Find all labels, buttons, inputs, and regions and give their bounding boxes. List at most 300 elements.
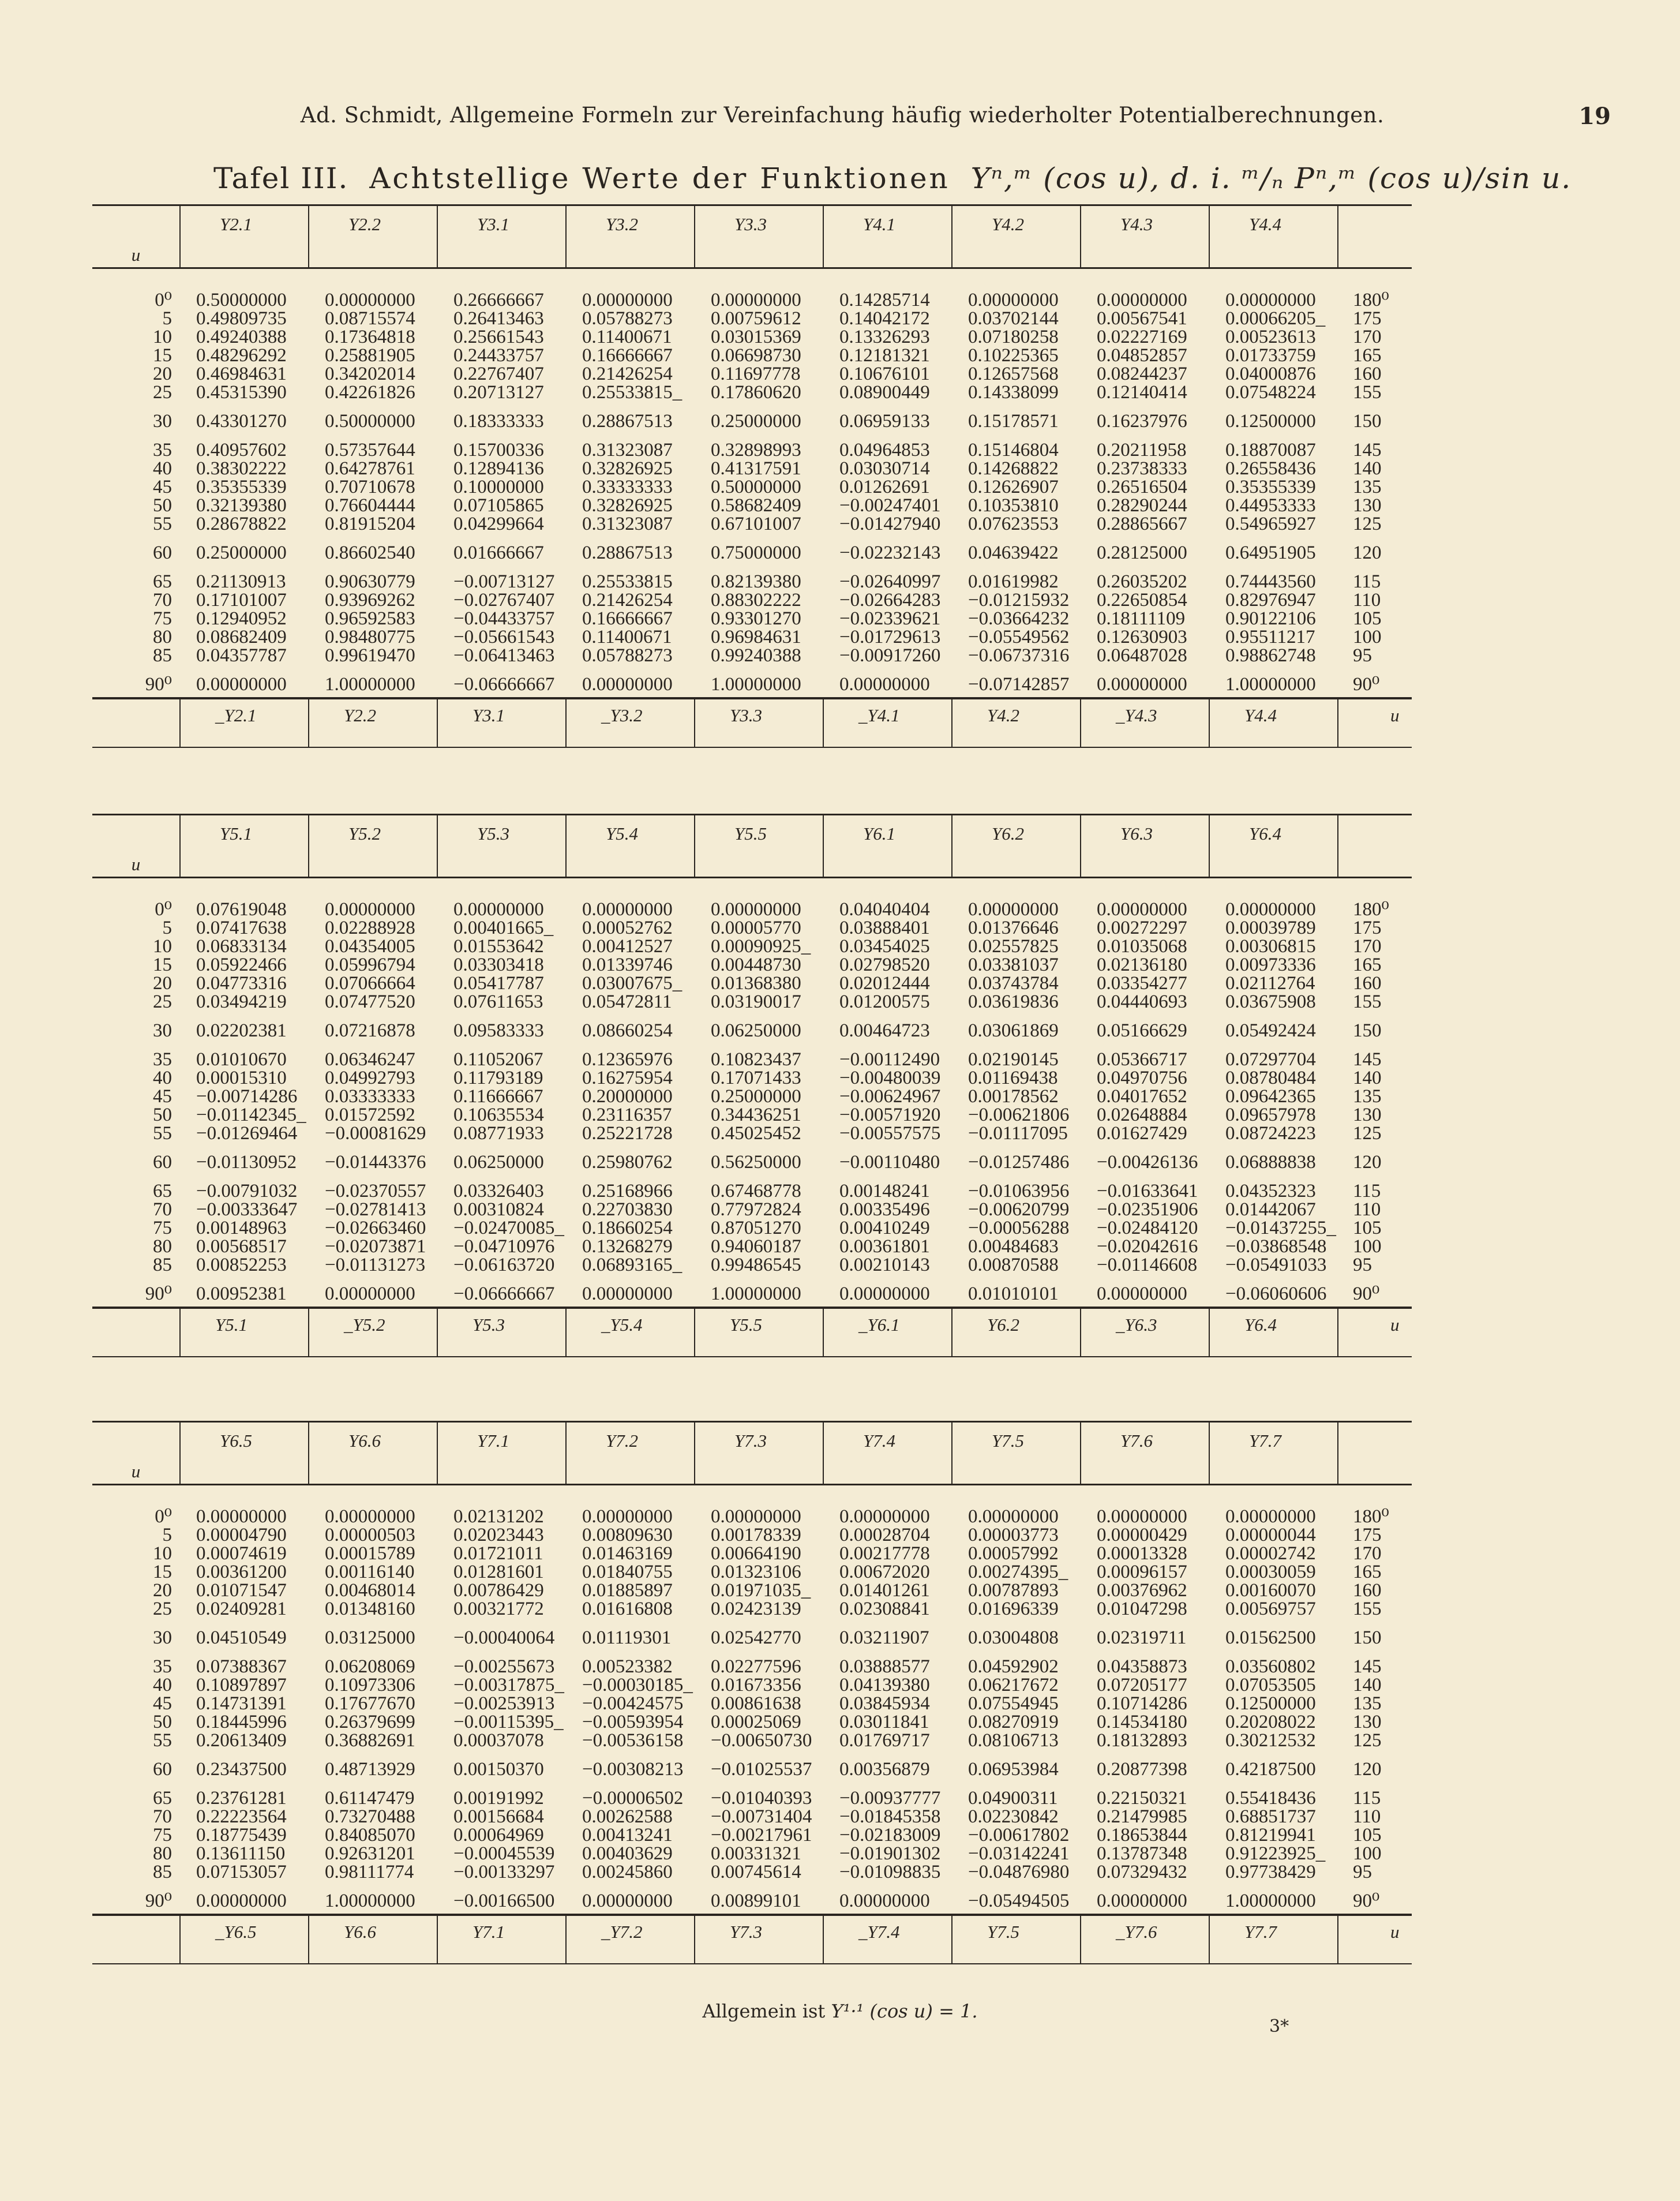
complement-angle-cell: 95 — [1353, 1254, 1372, 1275]
value-cell: 0.49240388 — [196, 326, 287, 347]
value-cell: 0.00000000 — [582, 289, 673, 310]
value-cell: 0.00870588 — [968, 1254, 1059, 1275]
column-header: Y6.6 — [309, 1422, 437, 1485]
angle-cell: 30 — [153, 1627, 172, 1648]
value-cell: 0.00210143 — [839, 1254, 930, 1275]
complement-angle-cell: 150 — [1353, 1627, 1382, 1648]
value-cell: 0.02557825 — [968, 935, 1059, 957]
value-cell: −0.03868548 — [1225, 1236, 1327, 1257]
complement-angle-cell: 165 — [1353, 345, 1382, 366]
value-cell: −0.00133297 — [453, 1861, 555, 1882]
column-footer: Y2.2 — [309, 698, 437, 747]
value-cell: −0.01215932 — [968, 589, 1070, 611]
column-header: Y5.4 — [566, 815, 695, 878]
column-header: Y4.2 — [952, 205, 1081, 268]
table-row — [92, 1237, 1412, 1256]
value-cell: 0.26413463 — [453, 308, 544, 329]
column-header: Y6.1 — [823, 815, 952, 878]
value-cell: 0.00567541 — [1097, 308, 1187, 329]
value-cell: 0.01616808 — [582, 1598, 673, 1619]
angle-cell: 10 — [153, 935, 172, 957]
complement-angle-cell: 100 — [1353, 1236, 1382, 1257]
complement-angle-cell: 110 — [1353, 1806, 1381, 1827]
value-cell: −0.05661543 — [453, 626, 555, 647]
table-row — [92, 1087, 1412, 1106]
value-cell: 0.75000000 — [711, 542, 801, 563]
value-cell: 0.28125000 — [1097, 542, 1187, 563]
column-header: Y6.2 — [952, 815, 1081, 878]
complement-angle-cell: 120 — [1353, 1758, 1382, 1780]
value-cell: −0.04433757 — [453, 608, 555, 629]
table-row — [92, 1713, 1412, 1731]
table-row — [92, 628, 1412, 646]
value-cell: 0.03211907 — [839, 1627, 929, 1648]
value-cell: −0.03142241 — [968, 1843, 1070, 1864]
value-cell: 0.04440693 — [1097, 991, 1187, 1012]
value-cell: 0.10353810 — [968, 495, 1059, 516]
value-cell: 0.08780484 — [1225, 1067, 1316, 1088]
complement-angle-cell: 115 — [1353, 1787, 1381, 1809]
value-cell: −0.06666667 — [453, 1283, 555, 1304]
value-cell: 0.91223925_ — [1225, 1843, 1326, 1864]
value-cell: 0.00000044 — [1225, 1524, 1316, 1545]
value-cell: 0.00000000 — [1225, 899, 1316, 920]
value-cell: 0.01119301 — [582, 1627, 672, 1648]
column-footer: Y7.1 — [437, 1915, 566, 1964]
value-cell: 0.01562500 — [1225, 1627, 1316, 1648]
complement-angle-cell: 135 — [1353, 476, 1382, 497]
value-cell: 0.00568517 — [196, 1236, 287, 1257]
value-cell: 0.14042172 — [839, 308, 930, 329]
table-block-2 — [92, 814, 1400, 1357]
angle-cell: 70 — [153, 589, 172, 611]
value-cell: −0.02351906 — [1097, 1199, 1198, 1220]
value-cell: 0.90630779 — [325, 571, 415, 592]
complement-angle-cell: 90⁰ — [1353, 1890, 1380, 1911]
angle-cell: 40 — [153, 458, 172, 479]
complement-angle-cell: 95 — [1353, 1861, 1372, 1882]
value-cell: 0.01619982 — [968, 571, 1059, 592]
value-cell: 0.23761281 — [196, 1787, 287, 1809]
value-cell: 0.00025069 — [711, 1711, 801, 1732]
value-cell: 0.03011841 — [839, 1711, 929, 1732]
value-cell: 0.13611150 — [196, 1843, 286, 1864]
value-cell: 0.00852253 — [196, 1254, 287, 1275]
value-cell: 0.00000000 — [582, 1890, 673, 1911]
value-cell: 0.00401665_ — [453, 917, 554, 938]
value-cell: 0.35355339 — [196, 476, 287, 497]
value-cell: −0.00937777 — [839, 1787, 941, 1809]
value-cell: 0.00569757 — [1225, 1598, 1316, 1619]
value-cell: 0.36882691 — [325, 1730, 415, 1751]
value-cell: 0.25881905 — [325, 345, 415, 366]
value-cell: 0.00809630 — [582, 1524, 673, 1545]
value-cell: 0.04017652 — [1097, 1085, 1187, 1107]
value-cell: 0.48296292 — [196, 345, 287, 366]
value-cell: 0.40957602 — [196, 439, 287, 461]
value-cell: 0.04592902 — [968, 1656, 1059, 1677]
value-cell: −0.06666667 — [453, 673, 555, 695]
value-cell: 0.00000000 — [968, 289, 1059, 310]
value-cell: 0.04357787 — [196, 645, 287, 666]
value-cell: 0.00066205_ — [1225, 308, 1326, 329]
angle-cell: 10 — [153, 1543, 172, 1564]
complement-angle-cell: 130 — [1353, 1104, 1382, 1125]
value-cell: −0.02073871 — [325, 1236, 426, 1257]
value-cell: 0.00015310 — [196, 1067, 287, 1088]
value-cell: 0.00148963 — [196, 1217, 287, 1238]
value-cell: 0.00090925_ — [711, 935, 811, 957]
angle-cell: 70 — [153, 1806, 172, 1827]
complement-angle-cell: 90⁰ — [1353, 673, 1380, 695]
value-cell: 0.00002742 — [1225, 1543, 1316, 1564]
table-row — [92, 1563, 1412, 1581]
value-cell: 0.50000000 — [711, 476, 801, 497]
value-cell: 0.21426254 — [582, 589, 673, 611]
angle-cell: 60 — [153, 542, 172, 563]
value-cell: 0.08106713 — [968, 1730, 1059, 1751]
angle-cell: 20 — [153, 972, 172, 994]
value-cell: 0.00000000 — [325, 1506, 415, 1527]
value-cell: 0.02648884 — [1097, 1104, 1187, 1125]
table-row — [92, 591, 1412, 609]
value-cell: 0.00178562 — [968, 1085, 1059, 1107]
value-cell: 0.00000000 — [968, 1506, 1059, 1527]
column-footer: _Y6.1 — [823, 1308, 952, 1357]
header-row — [92, 1422, 1412, 1485]
running-header — [87, 103, 1598, 128]
value-cell: 0.16275954 — [582, 1067, 673, 1088]
column-header: Y7.5 — [952, 1422, 1081, 1485]
value-cell: 0.02012444 — [839, 972, 930, 994]
column-header: Y7.1 — [437, 1422, 566, 1485]
value-cell: 0.00000000 — [1097, 1283, 1187, 1304]
angle-cell: 60 — [153, 1758, 172, 1780]
complement-angle-cell: 175 — [1353, 1524, 1382, 1545]
value-cell: −0.00056288 — [968, 1217, 1070, 1238]
value-cell: 0.21479985 — [1097, 1806, 1187, 1827]
u-complement-footer: u — [1338, 1915, 1412, 1964]
value-cell: 0.00274395_ — [968, 1561, 1068, 1582]
complement-angle-cell: 175 — [1353, 308, 1382, 329]
column-footer: _Y4.1 — [823, 698, 952, 747]
value-cell: 0.12657568 — [968, 363, 1059, 384]
value-cell: −0.01025537 — [711, 1758, 812, 1780]
value-cell: 0.02288928 — [325, 917, 415, 938]
value-cell: 0.00786429 — [453, 1579, 544, 1601]
value-cell: 0.98111774 — [325, 1861, 414, 1882]
value-cell: 0.00160070 — [1225, 1579, 1316, 1601]
value-cell: 0.21426254 — [582, 363, 673, 384]
value-cell: 0.28290244 — [1097, 495, 1187, 516]
value-cell: 0.10897897 — [196, 1674, 287, 1695]
value-cell: 0.11400671 — [582, 326, 672, 347]
value-cell: 0.03303418 — [453, 954, 544, 975]
value-cell: −0.00426136 — [1097, 1151, 1198, 1173]
value-cell: 0.00361801 — [839, 1236, 930, 1257]
table-row — [92, 431, 1412, 459]
value-cell: 0.81915204 — [325, 513, 415, 534]
value-cell: −0.00731404 — [711, 1806, 812, 1827]
value-cell: 0.06250000 — [453, 1151, 544, 1173]
value-cell: −0.01443376 — [325, 1151, 426, 1173]
running-title: Ad. Schmidt, Allgemeine Formeln zur Vereinfachung häufig wiederholter Potentialberechnungen. — [300, 103, 1385, 128]
value-cell: 0.00000000 — [196, 1506, 287, 1527]
value-cell: 0.18660254 — [582, 1217, 673, 1238]
value-cell: 0.74443560 — [1225, 571, 1316, 592]
value-cell: 0.02798520 — [839, 954, 930, 975]
value-cell: −0.00115395_ — [453, 1711, 564, 1732]
column-footer: _Y7.6 — [1081, 1915, 1209, 1964]
value-cell: 0.00759612 — [711, 308, 801, 329]
value-cell: −0.04710976 — [453, 1236, 555, 1257]
value-cell: −0.00255673 — [453, 1656, 555, 1677]
table-row — [92, 459, 1412, 478]
table-row — [92, 974, 1412, 993]
value-cell: 0.00245860 — [582, 1861, 673, 1882]
table-row — [92, 993, 1412, 1011]
angle-cell: 10 — [153, 326, 172, 347]
value-cell: 0.03125000 — [325, 1627, 415, 1648]
table-row — [92, 1143, 1412, 1171]
value-cell: 0.30212532 — [1225, 1730, 1316, 1751]
value-cell: 0.00321772 — [453, 1598, 544, 1619]
value-cell: 0.01572592 — [325, 1104, 415, 1125]
value-cell: 0.99619470 — [325, 645, 415, 666]
value-cell: 0.08244237 — [1097, 363, 1187, 384]
value-cell: 0.02227169 — [1097, 326, 1187, 347]
value-cell: −0.02339621 — [839, 608, 941, 629]
value-cell: −0.00424575 — [582, 1693, 684, 1714]
angle-cell: 15 — [153, 1561, 172, 1582]
column-footer: _Y6.3 — [1081, 1308, 1209, 1357]
value-cell: 0.00000000 — [1097, 1890, 1187, 1911]
value-cell: 0.00403629 — [582, 1843, 673, 1864]
complement-angle-cell: 165 — [1353, 1561, 1382, 1582]
value-cell: −0.01098835 — [839, 1861, 941, 1882]
value-cell: 0.14268822 — [968, 458, 1059, 479]
value-cell: 0.22767407 — [453, 363, 544, 384]
value-cell: 0.07066664 — [325, 972, 415, 994]
value-cell: 0.05922466 — [196, 954, 287, 975]
value-cell: 0.05472811 — [582, 991, 672, 1012]
complement-angle-cell: 145 — [1353, 439, 1382, 461]
value-cell: 0.64951905 — [1225, 542, 1316, 563]
value-cell: 0.98862748 — [1225, 645, 1316, 666]
value-cell: 0.02409281 — [196, 1598, 287, 1619]
value-cell: 0.02112764 — [1225, 972, 1315, 994]
complement-angle-cell: 170 — [1353, 326, 1382, 347]
value-cell: 0.00356879 — [839, 1758, 930, 1780]
value-cell: 0.58682409 — [711, 495, 801, 516]
table-row — [92, 1881, 1412, 1910]
value-cell: −0.01633641 — [1097, 1180, 1198, 1201]
value-cell: −0.06060606 — [1225, 1283, 1327, 1304]
value-cell: 0.00000000 — [196, 673, 287, 695]
value-cell: 0.95511217 — [1225, 626, 1315, 647]
value-cell: 0.03007675_ — [582, 972, 682, 994]
angle-cell: 35 — [153, 439, 172, 461]
value-cell: 0.16666667 — [582, 345, 673, 366]
value-cell: −0.01131273 — [325, 1254, 426, 1275]
angle-cell: 40 — [153, 1674, 172, 1695]
value-cell: 0.00464723 — [839, 1020, 930, 1041]
value-cell: −0.00112490 — [839, 1049, 940, 1070]
value-cell: 0.12140414 — [1097, 381, 1187, 403]
value-cell: −0.05491033 — [1225, 1254, 1327, 1275]
value-cell: 0.03030714 — [839, 458, 930, 479]
value-cell: 0.90122106 — [1225, 608, 1316, 629]
tafel-label: Tafel III. — [213, 162, 349, 195]
value-cell: 0.06250000 — [711, 1020, 801, 1041]
value-cell: 0.07329432 — [1097, 1861, 1187, 1882]
value-cell: 0.04510549 — [196, 1627, 287, 1648]
column-footer: _Y7.4 — [823, 1915, 952, 1964]
value-cell: 0.00361200 — [196, 1561, 287, 1582]
value-cell: 0.12500000 — [1225, 410, 1316, 432]
value-cell: 0.00787893 — [968, 1579, 1059, 1601]
value-cell: 0.20000000 — [582, 1085, 673, 1107]
value-cell: 0.06217672 — [968, 1674, 1059, 1695]
value-cell: 0.93969262 — [325, 589, 415, 611]
value-cell: 0.00000000 — [839, 1283, 930, 1304]
complement-angle-cell: 105 — [1353, 1824, 1382, 1846]
value-cell: 0.81219941 — [1225, 1824, 1316, 1846]
value-cell: 0.00899101 — [711, 1890, 801, 1911]
table-row — [92, 1274, 1412, 1303]
value-cell: 0.16237976 — [1097, 410, 1187, 432]
value-cell: 0.32826925 — [582, 458, 673, 479]
value-cell: −0.01063956 — [968, 1180, 1070, 1201]
value-cell: 0.06208069 — [325, 1656, 415, 1677]
value-cell: 0.10676101 — [839, 363, 930, 384]
value-cell: −0.01130952 — [196, 1151, 297, 1173]
value-cell: 0.00028704 — [839, 1524, 930, 1545]
value-cell: 0.45315390 — [196, 381, 287, 403]
complement-angle-cell: 110 — [1353, 1199, 1381, 1220]
value-cell: 0.26558436 — [1225, 458, 1316, 479]
table-row — [92, 1600, 1412, 1618]
value-cell: 0.03333333 — [325, 1085, 415, 1107]
value-cell: 0.01401261 — [839, 1579, 930, 1601]
value-cell: 0.04970756 — [1097, 1067, 1187, 1088]
value-cell: 0.03015369 — [711, 326, 801, 347]
angle-cell: 55 — [153, 1730, 172, 1751]
table-row — [92, 665, 1412, 694]
spacer-row — [92, 268, 1412, 291]
table-row — [92, 1171, 1412, 1200]
value-cell: 0.20713127 — [453, 381, 544, 403]
table-row — [92, 937, 1412, 956]
value-cell: −0.01117095 — [968, 1122, 1068, 1144]
value-cell: 0.20208022 — [1225, 1711, 1316, 1732]
complement-angle-cell: 150 — [1353, 1020, 1382, 1041]
column-header: Y5.1 — [180, 815, 309, 878]
value-cell: 1.00000000 — [1225, 673, 1316, 695]
value-cell: 0.26379699 — [325, 1711, 415, 1732]
value-cell: 0.32139380 — [196, 495, 287, 516]
value-cell: 0.07053505 — [1225, 1674, 1316, 1695]
value-cell: 0.04139380 — [839, 1674, 930, 1695]
complement-angle-cell: 135 — [1353, 1693, 1382, 1714]
value-cell: 0.00672020 — [839, 1561, 930, 1582]
value-cell: 0.10635534 — [453, 1104, 544, 1125]
value-cell: −0.00045539 — [453, 1843, 555, 1864]
value-cell: 0.23437500 — [196, 1758, 287, 1780]
value-cell: 0.08682409 — [196, 626, 287, 647]
value-cell: 0.00005770 — [711, 917, 801, 938]
angle-cell: 70 — [153, 1199, 172, 1220]
angle-cell: 75 — [153, 1217, 172, 1238]
value-cell: 0.25168966 — [582, 1180, 673, 1201]
value-cell: 0.02190145 — [968, 1049, 1059, 1070]
value-cell: −0.00917260 — [839, 645, 941, 666]
value-cell: 0.02308841 — [839, 1598, 930, 1619]
angle-cell: 55 — [153, 1122, 172, 1144]
complement-angle-cell: 115 — [1353, 1180, 1381, 1201]
value-cell: 0.11052067 — [453, 1049, 543, 1070]
angle-cell: 80 — [153, 1236, 172, 1257]
table-row — [92, 496, 1412, 515]
value-cell: 0.76604444 — [325, 495, 415, 516]
value-cell: −0.00081629 — [325, 1122, 426, 1144]
column-footer: _Y3.2 — [566, 698, 695, 747]
complement-angle-cell: 130 — [1353, 1711, 1382, 1732]
complement-angle-cell: 115 — [1353, 571, 1381, 592]
value-cell: 0.03888577 — [839, 1656, 930, 1677]
value-cell: 0.14534180 — [1097, 1711, 1187, 1732]
value-cell: 0.22703830 — [582, 1199, 673, 1220]
value-cell: 0.01463169 — [582, 1543, 673, 1564]
value-cell: 0.22223564 — [196, 1806, 287, 1827]
value-cell: −0.00791032 — [196, 1180, 298, 1201]
value-cell: 0.12626907 — [968, 476, 1059, 497]
value-cell: −0.05549562 — [968, 626, 1070, 647]
value-cell: 0.07105865 — [453, 495, 544, 516]
value-cell: 0.17101007 — [196, 589, 287, 611]
u-column-footer — [92, 1308, 180, 1357]
value-cell: 0.10714286 — [1097, 1693, 1187, 1714]
value-cell: 0.42187500 — [1225, 1758, 1316, 1780]
value-cell: −0.04876980 — [968, 1861, 1070, 1882]
value-cell: 0.20211958 — [1097, 439, 1187, 461]
value-cell: −0.05494505 — [968, 1890, 1070, 1911]
value-cell: 0.00000000 — [1097, 1506, 1187, 1527]
value-cell: 0.01627429 — [1097, 1122, 1187, 1144]
value-cell: 0.00116140 — [325, 1561, 415, 1582]
angle-cell: 75 — [153, 608, 172, 629]
value-cell: 0.00000000 — [711, 899, 801, 920]
table-row — [92, 291, 1412, 309]
angle-cell: 45 — [153, 1085, 172, 1107]
value-cell: 0.17860620 — [711, 381, 801, 403]
value-cell: 0.01885897 — [582, 1579, 673, 1601]
value-cell: 0.03560802 — [1225, 1656, 1316, 1677]
value-cell: 0.11400671 — [582, 626, 672, 647]
complement-angle-cell: 180⁰ — [1353, 899, 1389, 920]
value-cell: 0.00000000 — [711, 1506, 801, 1527]
u-complement-header — [1338, 815, 1412, 878]
u-column-header: u — [92, 205, 180, 268]
value-cell: 0.00335496 — [839, 1199, 930, 1220]
angle-cell: 55 — [153, 513, 172, 534]
value-cell: −0.00624967 — [839, 1085, 941, 1107]
value-cell: 0.00191992 — [453, 1787, 544, 1809]
value-cell: −0.01257486 — [968, 1151, 1070, 1173]
value-cell: 0.18653844 — [1097, 1824, 1187, 1846]
value-cell: 0.01010670 — [196, 1049, 287, 1070]
page-number: 19 — [1578, 103, 1611, 130]
